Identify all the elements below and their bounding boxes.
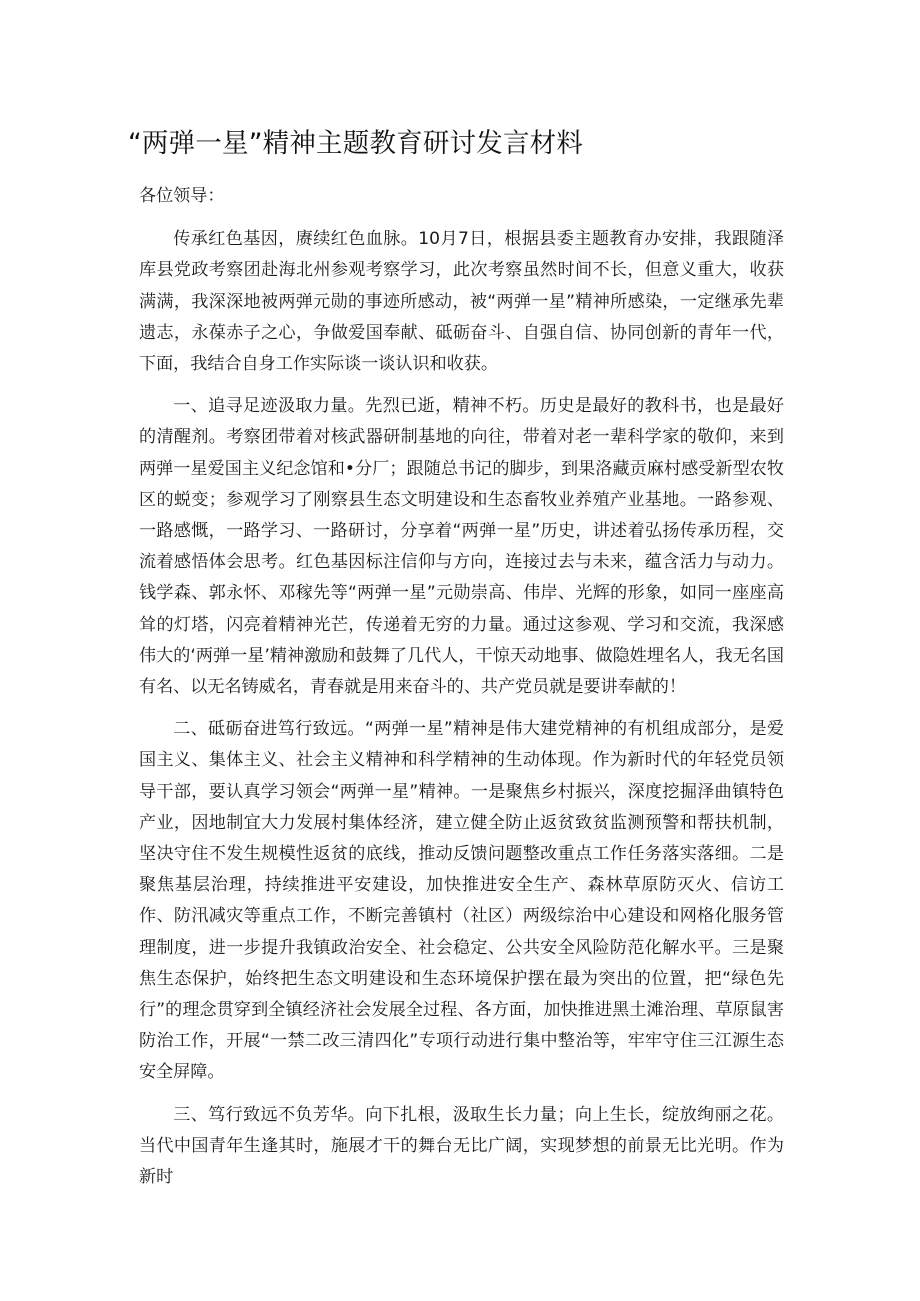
paragraph-section-1: 一、追寻足迹汲取力量。先烈已逝，精神不朽。历史是最好的教科书，也是最好的清醒剂。考察团带着对核武器研制基地的向往，带着对老一辈科学家的敬仰，来到两弹一星爱国主义纪念馆和•分厂；跟随总书记的脚步，到果洛藏贡麻村感受新型农牧区的蜕变；参观学习了刚察县生态文明建设和生态畜牧业养殖产业基地。一路参观、一路感慨，一路学习、一路研讨，分享着“两弹一星”历史，讲述着弘扬传承历程，交流着感悟体会思考。红色基因标注信仰与方向，连接过去与未来，蕴含活力与动力。钱学森、郭永怀、邓稼先等“两弹一星”元勋崇高、伟岸、光辉的形象，如同一座座高耸的灯塔，闪亮着精神光芒，传递着无穷的力量。通过这参观、学习和交流，我深感伟大的‘两弹一星’精神激励和鼓舞了几代人，干惊天动地事、做隐姓埋名人，我无名国有名、以无名铸威名，青春就是用来奋斗的、共产党员就是要讲奉献的！: [139, 396, 784, 698]
document-title: “两弹一星”精神主题教育研讨发言材料: [128, 128, 584, 159]
paragraph-section-2: 二、砥砺奋进笃行致远。“两弹一星”精神是伟大建党精神的有机组成部分，是爱国主义、集体主义、社会主义精神和科学精神的生动体现。作为新时代的年轻党员领导干部，要认真学习领会“两弹一星”精神。一是聚焦乡村振兴，深度挖掘泽曲镇特色产业，因地制宜大力发展村集体经济，建立健全防止返贫致贫监测预警和帮扶机制，坚决守住不发生规模性返贫的底线，推动反馈问题整改重点工作任务落实落细。二是聚焦基层治理，持续推进平安建设，加快推进安全生产、森林草原防灭火、信访工作、防汛减灾等重点工作，不断完善镇村（社区）两级综治中心建设和网格化服务管理制度，进一步提升我镇政治安全、社会稳定、公共安全风险防范化解水平。三是聚焦生态保护，始终把生态文明建设和生态环境保护摆在最为突出的位置，把“绿色先行”的理念贯穿到全镇经济社会发展全过程、各方面，加快推进黑土滩治理、草原鼠害防治工作，开展“一禁二改三清四化”专项行动进行集中整治等，牢牢守住三江源生态安全屏障。: [139, 719, 784, 1083]
document-body: [139, 181, 784, 1204]
paragraph-section-3: 三、笃行致远不负芳华。向下扎根，汲取生长力量；向上生长，绽放绚丽之花。当代中国青年生逢其时，施展才干的舞台无比广阔，实现梦想的前景无比光明。作为新时: [139, 1104, 784, 1188]
salutation: 各位领导：: [139, 186, 225, 206]
paragraph-intro: 传承红色基因，赓续红色血脉。10月7日，根据县委主题教育办安排，我跟随泽库县党政考察团赴海北州参观考察学习，此次考察虽然时间不长，但意义重大，收获满满，我深深地被两弹元勋的事迹所感动，被“两弹一星”精神所感染，一定继承先辈遗志，永葆赤子之心，争做爱国奉献、砥砺奋斗、自强自信、协同创新的青年一代，下面，我结合自身工作实际谈一谈认识和收获。: [139, 229, 784, 375]
